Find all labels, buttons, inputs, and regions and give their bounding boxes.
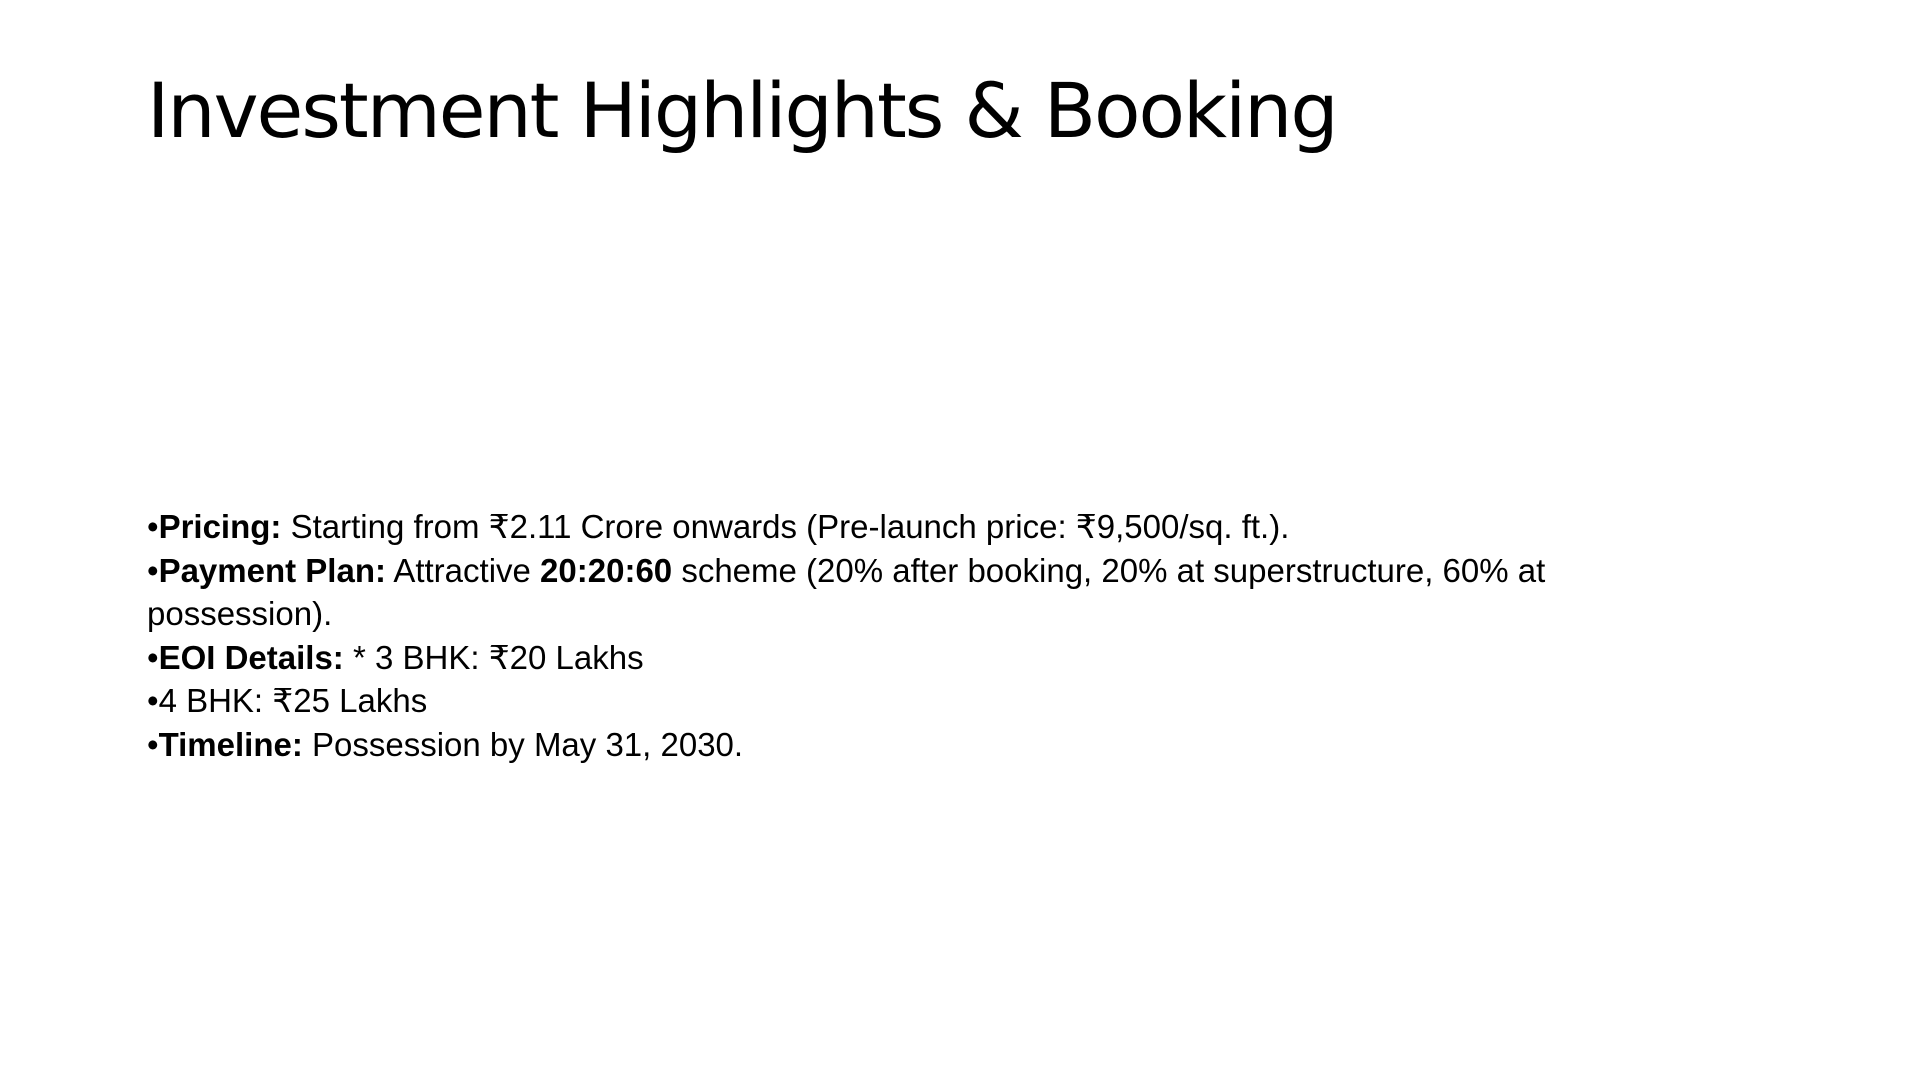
slide-title: Investment Highlights & Booking xyxy=(147,66,1337,155)
bullet-label-eoi-details: EOI Details: xyxy=(158,638,344,676)
bullet-text-eoi-details: * 3 BHK: ₹20 Lakhs xyxy=(343,638,644,676)
bullet-text-payment-plan-after: scheme (20% after booking, 20% at superstructure, 60% at possession). xyxy=(147,551,1546,632)
bullet-label-pricing: Pricing: xyxy=(158,508,282,545)
bullet-marker: • xyxy=(147,682,159,719)
bullet-marker: • xyxy=(147,725,159,763)
bullet-label-payment-plan: Payment Plan: xyxy=(158,551,386,589)
bullet-list xyxy=(147,505,1707,766)
bullet-emphasis-payment-ratio: 20:20:60 xyxy=(540,551,673,589)
bullet-item-payment-plan xyxy=(147,549,1707,636)
bullet-text-timeline: Possession by May 31, 2030. xyxy=(302,725,744,763)
bullet-item-pricing xyxy=(147,505,1707,549)
bullet-text-payment-plan-before: Attractive xyxy=(385,551,541,589)
bullet-marker: • xyxy=(147,551,159,589)
bullet-item-timeline xyxy=(147,723,1707,767)
bullet-text-4bhk: 4 BHK: ₹25 Lakhs xyxy=(158,682,428,719)
bullet-item-eoi-details xyxy=(147,636,1707,680)
bullet-text-pricing: Starting from ₹2.11 Crore onwards (Pre-launch price: ₹9,500/sq. ft.). xyxy=(281,508,1290,545)
bullet-item-4bhk xyxy=(147,679,1707,723)
bullet-marker: • xyxy=(147,508,159,545)
bullet-label-timeline: Timeline: xyxy=(158,725,303,763)
bullet-marker: • xyxy=(147,638,159,676)
